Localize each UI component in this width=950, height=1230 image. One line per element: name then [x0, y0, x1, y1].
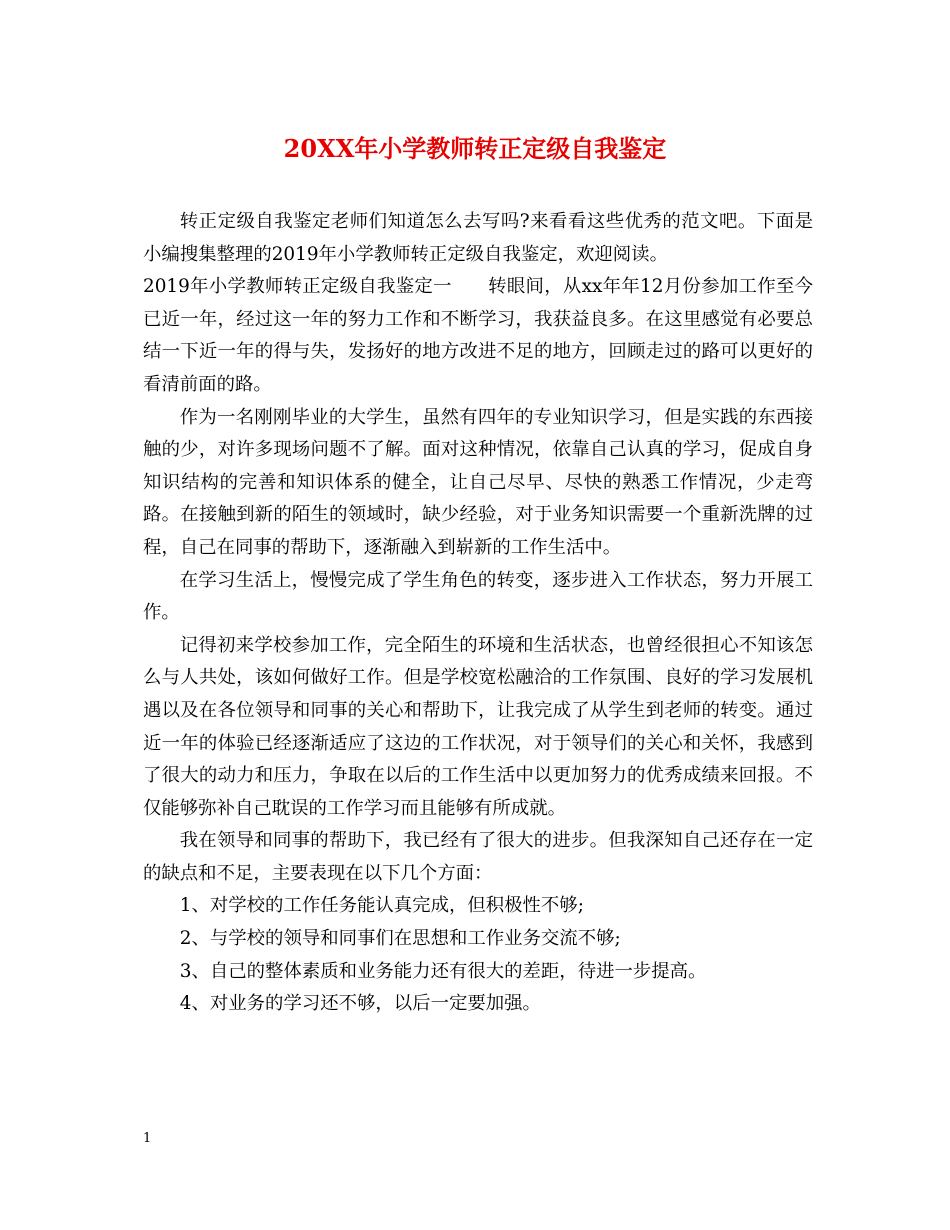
list-item: 3、自己的整体素质和业务能力还有很大的差距，待进一步提高。 — [179, 960, 707, 982]
document-title: 20XX年小学教师转正定级自我鉴定 — [283, 134, 667, 163]
body-paragraph: 作为一名刚刚毕业的大学生，虽然有四年的专业知识学习，但是实践的东西接触的少，对许多现场问题不了解。面对这种情况，依靠自己认真的学习，促成自身知识结构的完善和知识体系的健全，让自己尽早、尽快的熟悉工作情况，少走弯路。在接触到新的陌生的领域时，缺少经验，对于业务知识需要一个重新洗牌的过程，自己在同事的帮助下，逐渐融入到崭新的工作生活中。 — [143, 406, 813, 558]
list-item: 2、与学校的领导和同事们在思想和工作业务交流不够; — [179, 928, 621, 950]
body-paragraph: 记得初来学校参加工作，完全陌生的环境和生活状态，也曾经很担心不知该怎么与人共处，该如何做好工作。但是学校宽松融洽的工作氛围、良好的学习发展机遇以及在各位领导和同事的关心和帮助下，让我完成了从学生到老师的转变。通过近一年的体验已经逐渐适应了这边的工作状况，对于领导们的关心和关怀，我感到了很大的动力和压力，争取在以后的工作生活中以更加努力的优秀成绩来回报。不仅能够弥补自己耽误的工作学习而且能够有所成就。 — [143, 634, 813, 819]
section-heading: 2019年小学教师转正定级自我鉴定一 — [143, 276, 452, 298]
body-paragraph: 在学习生活上，慢慢完成了学生角色的转变，逐步进入工作状态，努力开展工作。 — [143, 569, 813, 624]
section-paragraph — [143, 271, 813, 401]
list-item: 1、对学校的工作任务能认真完成，但积极性不够; — [179, 895, 584, 917]
body-paragraph: 我在领导和同事的帮助下，我已经有了很大的进步。但我深知自己还存在一定的缺点和不足，主要表现在以下几个方面： — [143, 830, 813, 884]
list-item: 4、对业务的学习还不够，以后一定要加强。 — [179, 993, 541, 1015]
section-text: 转眼间，从xx年年12月份参加工作至今已近一年，经过这一年的努力工作和不断学习，我获益良多。在这里感觉有必要总结一下近一年的得与失，发扬好的地方改进不足的地方，回顾走过的路可以更好的看清前面的路。 — [143, 276, 813, 395]
intro-paragraph: 转正定级自我鉴定老师们知道怎么去写吗?来看看这些优秀的范文吧。下面是小编搜集整理的2019年小学教师转正定级自我鉴定，欢迎阅读。 — [143, 211, 813, 265]
page-number: 1 — [143, 1131, 152, 1146]
document-body — [143, 206, 813, 1021]
